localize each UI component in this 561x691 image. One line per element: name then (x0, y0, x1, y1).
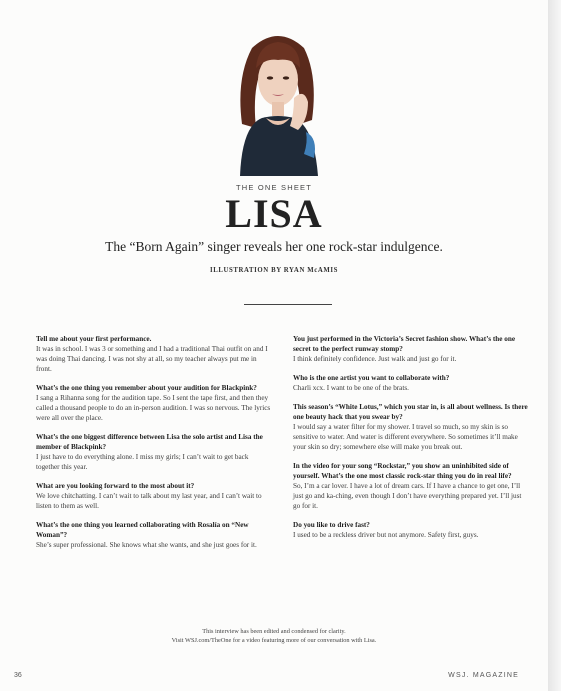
question: You just performed in the Victoria’s Secret fashion show. What’s the one secret to the perfect runway stomp? (293, 335, 516, 353)
qa-item (293, 520, 529, 540)
interview-column-left (36, 334, 272, 559)
qa-item (293, 334, 529, 364)
question: In the video for your song “Rockstar,” you show an uninhibited side of yourself. What’s the one most classic rock-star thing you do in real life? (293, 462, 512, 480)
answer: I used to be a reckless driver but not anymore. Safety first, guys. (293, 531, 479, 539)
section-kicker: THE ONE SHEET (235, 183, 313, 192)
question: What’s the one biggest difference between Lisa the solo artist and Lisa the member of Blackpink? (36, 433, 263, 451)
qa-item (36, 334, 272, 374)
qa-item (36, 520, 272, 550)
illustration-credit: ILLUSTRATION BY RYAN McAMIS (209, 267, 339, 274)
answer: So, I’m a car lover. I have a lot of dream cars. If I have a chance to get one, I’ll just go and ka-ching, even though I don’t have everything prepared yet. I’ll just go for it. (293, 482, 522, 510)
question: This season’s “White Lotus,” which you star in, is all about wellness. Is there one beauty hack that you swear by? (293, 403, 528, 421)
answer: I would say a water filter for my shower. I travel so much, so my skin is so sensitive to water. And water is different everywhere. So sometimes it’ll make your skin so dry; somewhere else will make you break out. (293, 423, 518, 451)
headline: LISA (225, 191, 323, 236)
question: Do you like to drive fast? (293, 521, 370, 529)
question: What’s the one thing you remember about your audition for Blackpink? (36, 384, 257, 392)
answer: Charli xcx. I want to be one of the brats. (293, 384, 409, 392)
deck-subtitle: The “Born Again” singer reveals her one rock-star indulgence. (105, 239, 443, 254)
lisa-portrait-illustration (222, 28, 334, 176)
question: Tell me about your first performance. (36, 335, 152, 343)
answer: We love chitchatting. I can’t wait to talk about my last year, and I can’t wait to listen to them as well. (36, 492, 262, 510)
footnote-line: This interview has been edited and condensed for clarity. (202, 628, 346, 635)
page-spine-edge (548, 0, 561, 691)
answer: I think definitely confidence. Just walk and just go for it. (293, 355, 457, 363)
magazine-name: WSJ. MAGAZINE (448, 672, 519, 679)
question: Who is the one artist you want to collaborate with? (293, 374, 450, 382)
qa-item (36, 383, 272, 423)
divider-rule (244, 304, 332, 305)
editor-footnote (0, 627, 548, 645)
question: What are you looking forward to the most about it? (36, 482, 195, 490)
qa-item (293, 402, 529, 452)
qa-item (36, 432, 272, 472)
qa-item (36, 481, 272, 511)
footnote-line: Visit WSJ.com/TheOne for a video featuring more of our conversation with Lisa. (171, 637, 377, 644)
answer: I sang a Rihanna song for the audition tape. So I sent the tape first, and then they called a thousand people to do an in-person audition. I was so nervous. The lyrics were all over the place. (36, 394, 271, 422)
qa-item (293, 461, 529, 511)
answer: I just have to do everything alone. I miss my girls; I can’t wait to get back together this year. (36, 453, 249, 471)
interview-column-right (293, 334, 529, 549)
page-number: 36 (14, 672, 22, 679)
answer: She’s super professional. She knows what she wants, and she just goes for it. (36, 541, 257, 549)
answer: It was in school. I was 3 or something and I had a traditional Thai outfit on and I was doing Thai dancing. I was not shy at all, so my teacher always put me in front. (36, 345, 268, 373)
question: What’s the one thing you learned collaborating with Rosalía on “New Woman”? (36, 521, 249, 539)
qa-item (293, 373, 529, 393)
